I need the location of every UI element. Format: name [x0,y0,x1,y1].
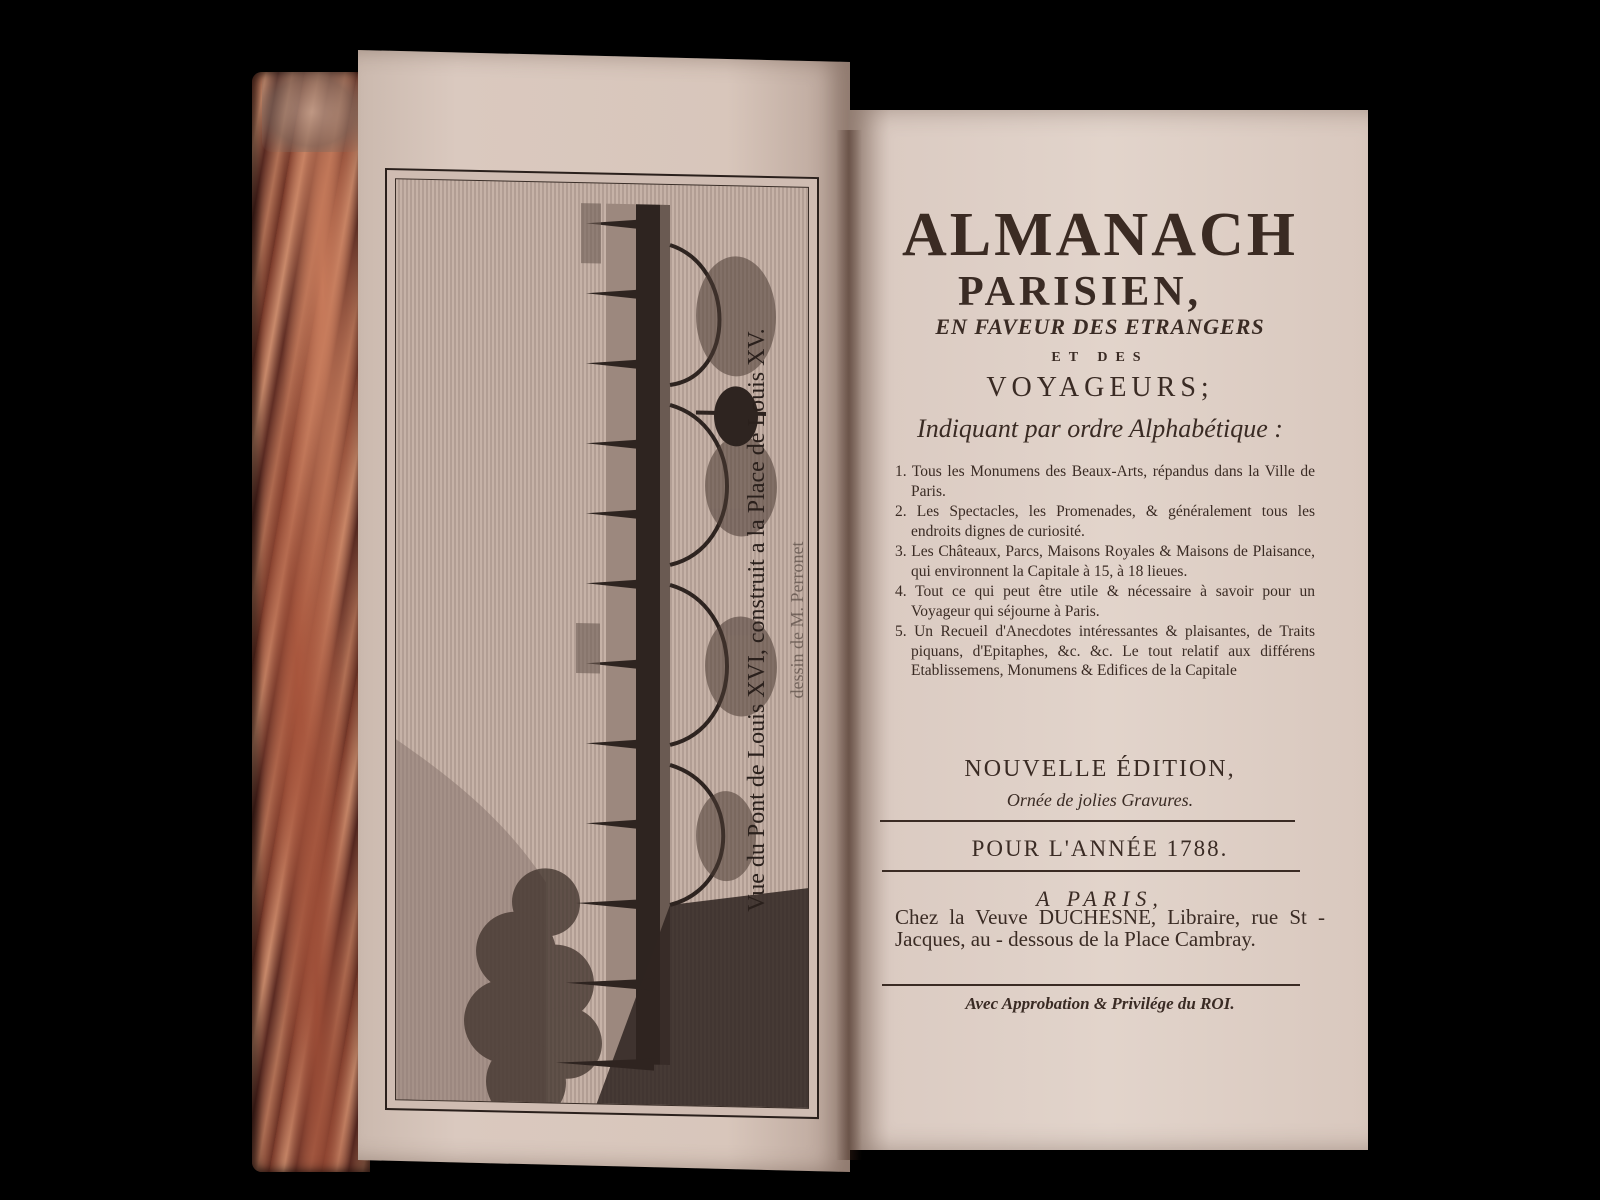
divider-rule [880,820,1295,822]
edition-label: NOUVELLE ÉDITION, [964,756,1236,782]
subtitle-et-des: ET DES [1051,350,1149,365]
title-parisien: PARISIEN, [957,269,1203,315]
subtitle-voyageurs: VOYAGEURS; [986,372,1214,403]
ornee-label: Ornée de jolies Gravures. [1006,790,1194,810]
spine-worn-top [262,72,362,152]
subtitle-etrangers: EN FAVEUR DES ETRANGERS [935,314,1265,339]
year-label: POUR L'ANNÉE 1788. [971,836,1229,861]
divider-rule [882,984,1300,986]
privilege-line: Avec Approbation & Privilége du ROI. [965,994,1235,1013]
divider-rule [882,870,1300,872]
contents-list [895,462,1315,682]
place-label: A PARIS, [1036,886,1164,911]
list-item: 2. Les Spectacles, les Promenades, & généralement tous les endroits dignes de curiosité. [895,503,1315,540]
subtitle-indiquant: Indiquant par ordre Alphabétique : [917,414,1283,443]
title-almanach: ALMANACH [902,201,1298,269]
imprint-text: Chez la Veuve DUCHESNE, Libraire, rue St - Jacques, au - dessous de la Place Cambray. [895,905,1325,951]
book-gutter [836,130,862,1160]
list-item: 4. Tout ce qui peut être utile & nécessaire à savoir pour un Voyageur qui séjourne à Paris. [895,583,1315,620]
engraving-credit: dessin de M. Perronet [787,541,807,699]
list-item: 1. Tous les Monumens des Beaux-Arts, répandus dans la Ville de Paris. [895,463,1315,500]
book-spine [252,72,370,1172]
list-item: 5. Un Recueil d'Anecdotes intéressantes & plaisantes, de Traits piquans, d'Epitaphes, &c. &c. Le tout relatif aux différens Etablissemens, Monumens & Edifices de la Capitale [895,623,1315,679]
engraving-caption: Vue du Pont de Louis XVI, construit a la Place de Louis XV. [744,328,770,912]
list-item: 3. Les Châteaux, Parcs, Maisons Royales & Maisons de Plaisance, qui environnent la Capitale à 15, à 18 lieues. [895,543,1315,580]
